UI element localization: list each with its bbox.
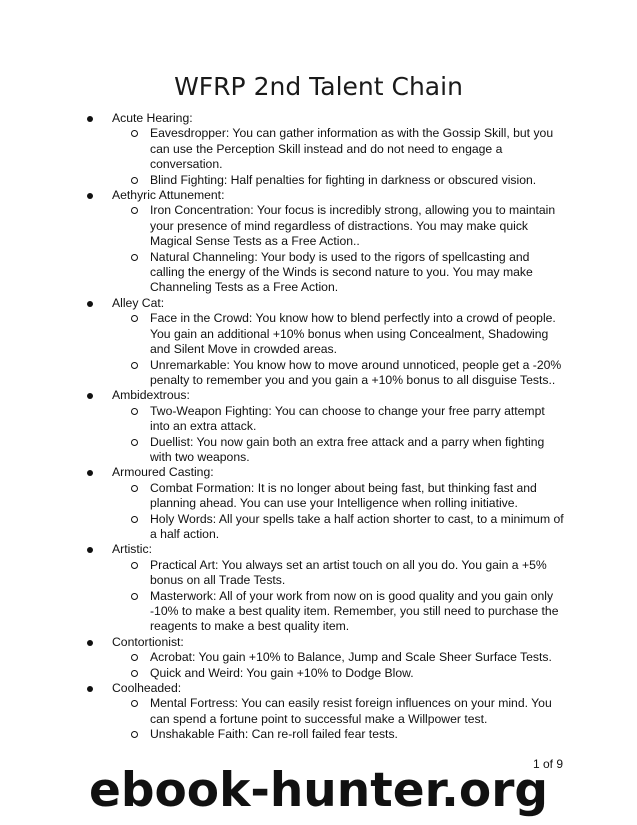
sub-talent-item — [0, 404, 637, 435]
talent-name: Coolheaded: — [112, 681, 182, 696]
sub-talent-item — [0, 512, 637, 543]
hollow-bullet-icon — [131, 408, 138, 415]
hollow-bullet-icon — [131, 130, 138, 137]
sub-talent-text: Eavesdropper: You can gather information as with the Gossip Skill, but you can use the Perception Skill instead and do not need to engage a conversation. — [150, 126, 554, 172]
sub-talent-text: Masterwork: All of your work from now on is good quality and you gain only -10% to make a best quality item. Remember, you still need to purchase the reagents to make a best quality item. — [150, 588, 559, 634]
hollow-bullet-icon — [131, 315, 138, 322]
sub-talent-item — [0, 696, 637, 727]
talent-item — [0, 111, 637, 126]
hollow-bullet-icon — [131, 439, 138, 446]
hollow-bullet-icon — [131, 177, 138, 184]
hollow-bullet-icon — [131, 562, 138, 569]
talent-item — [0, 188, 637, 203]
document-title: WFRP 2nd Talent Chain — [174, 72, 463, 101]
sub-talent-item — [0, 558, 637, 589]
talent-item — [0, 681, 637, 696]
sub-talent-item — [0, 650, 637, 665]
talent-item — [0, 388, 637, 403]
talent-name: Ambidextrous: — [112, 388, 190, 403]
sub-talent-item — [0, 589, 637, 635]
sub-talent-text: Unremarkable: You know how to move around unnoticed, people get a -20% penalty to remember you and you gain a +10% bonus to all disguise Tests.. — [150, 357, 562, 387]
sub-talent-text: Acrobat: You gain +10% to Balance, Jump and Scale Sheer Surface Tests. — [150, 650, 552, 665]
sub-talent-text: Blind Fighting: Half penalties for fighting in darkness or obscured vision. — [150, 172, 537, 187]
talent-name: Acute Hearing: — [112, 111, 193, 125]
talent-item — [0, 296, 637, 311]
hollow-bullet-icon — [131, 654, 138, 661]
sub-talent-text: Duellist: You now gain both an extra free attack and a parry when fighting with two weapons. — [150, 434, 545, 464]
sub-talent-text: Practical Art: You always set an artist touch on all you do. You gain a +5% bonus on all Trade Tests. — [150, 557, 547, 588]
hollow-bullet-icon — [131, 700, 138, 707]
sub-talent-text: Natural Channeling: Your body is used to the rigors of spellcasting and calling the energy of the Winds is second nature to you. You may make Channeling Tests as a Free Action. — [150, 249, 533, 295]
hollow-bullet-icon — [131, 731, 138, 738]
sub-talent-item — [0, 311, 637, 357]
bullet-icon — [87, 393, 93, 399]
bullet-icon — [87, 193, 93, 199]
talent-name: Armoured Casting: — [112, 465, 214, 480]
sub-talent-text: Combat Formation: It is no longer about being fast, but thinking fast and planning ahead. You can use your Intelligence when rolling initiative. — [150, 480, 537, 511]
talent-item — [0, 465, 637, 480]
sub-talent-text: Mental Fortress: You can easily resist foreign influences on your mind. You can spend a fortune point to successful make a Willpower test. — [150, 696, 552, 726]
bullet-icon — [87, 547, 93, 553]
talent-name: Alley Cat: — [112, 295, 165, 310]
bullet-icon — [87, 686, 93, 692]
hollow-bullet-icon — [131, 254, 138, 261]
page-number: 1 of 9 — [533, 757, 564, 771]
bullet-icon — [87, 470, 93, 476]
sub-talent-text: Two-Weapon Fighting: You can choose to change your free parry attempt into an extra attack. — [150, 403, 545, 434]
hollow-bullet-icon — [131, 670, 138, 677]
sub-talent-text: Holy Words: All your spells take a half action shorter to cast, to a minimum of a half action. — [150, 511, 564, 541]
sub-talent-item — [0, 481, 637, 512]
talent-name: Contortionist: — [112, 634, 184, 649]
sub-talent-text: Unshakable Faith: Can re-roll failed fear tests. — [150, 727, 398, 742]
bullet-icon — [87, 640, 93, 646]
talent-item — [0, 635, 637, 650]
watermark: ebook-hunter.org — [88, 763, 549, 818]
talent-item — [0, 542, 637, 557]
hollow-bullet-icon — [131, 207, 138, 214]
hollow-bullet-icon — [131, 593, 138, 600]
hollow-bullet-icon — [131, 362, 138, 369]
sub-talent-item — [0, 666, 637, 681]
sub-talent-item — [0, 126, 637, 172]
bullet-icon — [87, 301, 93, 307]
sub-talent-text: Face in the Crowd: You know how to blend perfectly into a crowd of people. You gain an additional +10% bonus when using Concealment, Shadowing and Silent Move in crowded areas. — [150, 311, 556, 357]
hollow-bullet-icon — [131, 516, 138, 523]
talent-name: Aethyric Attunement: — [112, 188, 225, 203]
sub-talent-item — [0, 727, 637, 742]
talent-name: Artistic: — [112, 542, 152, 557]
talent-list — [0, 111, 637, 743]
hollow-bullet-icon — [131, 485, 138, 492]
sub-talent-text: Quick and Weird: You gain +10% to Dodge Blow. — [150, 665, 414, 680]
sub-talent-item — [0, 435, 637, 466]
sub-talent-item — [0, 203, 637, 249]
sub-talent-item — [0, 173, 637, 188]
sub-talent-item — [0, 250, 637, 296]
bullet-icon — [87, 116, 93, 122]
sub-talent-text: Iron Concentration: Your focus is incredibly strong, allowing you to maintain your presence of mind regardless of distractions. You may make quick Magical Sense Tests as a Free Action.. — [150, 203, 556, 249]
sub-talent-item — [0, 358, 637, 389]
